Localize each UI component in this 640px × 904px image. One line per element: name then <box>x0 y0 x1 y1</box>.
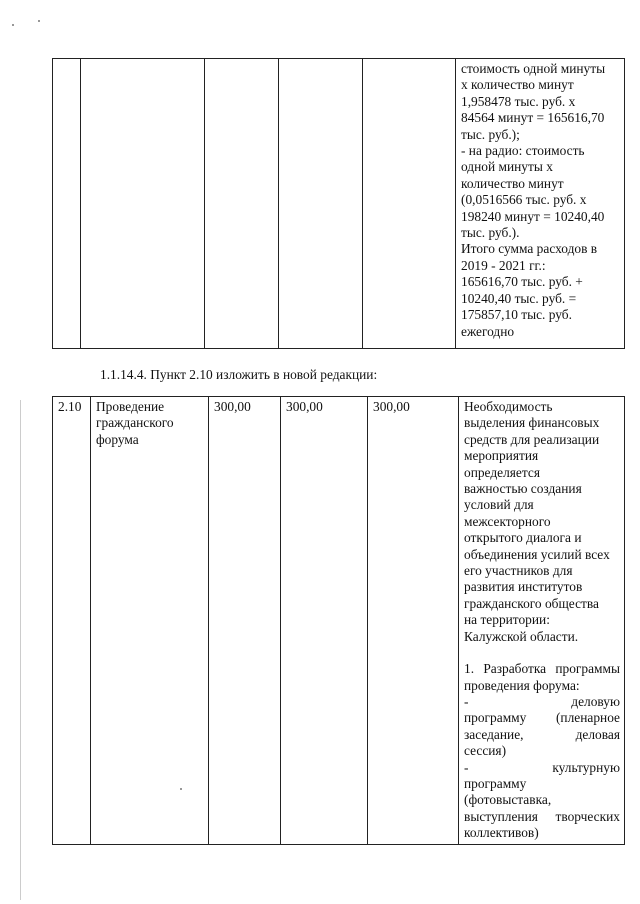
program-line: сессия) <box>464 743 507 759</box>
description-line: тыс. руб.); <box>461 126 520 142</box>
description-line: 1,958478 тыс. руб. х <box>461 93 576 109</box>
description-line: 2019 - 2021 гг.: <box>461 257 546 273</box>
justification-line: условий для <box>464 497 534 513</box>
table-continuation <box>52 58 625 349</box>
program-line: программу <box>464 775 527 791</box>
justification-line: гражданского общества <box>464 595 599 611</box>
description-line: тыс. руб.). <box>461 225 520 241</box>
program-line: (фотовыставка, <box>464 792 552 808</box>
justification-line: объединения усилий всех <box>464 546 610 562</box>
description-line: ежегодно <box>461 323 515 339</box>
program-line: выступления творческих <box>464 808 620 824</box>
justification-line: его участников для <box>464 563 573 579</box>
item-value-3: 300,00 <box>373 399 410 414</box>
description-line: 198240 минут = 10240,40 <box>461 208 605 224</box>
scan-margin-line <box>20 400 21 900</box>
blank-line <box>464 645 620 661</box>
program-line: 1. Разработка программы <box>464 661 620 677</box>
item-name-line: Проведение <box>96 399 165 414</box>
scan-speck <box>12 24 14 26</box>
cell-name <box>81 59 205 349</box>
justification-line: мероприятия <box>464 448 539 464</box>
program-line: коллективов) <box>464 825 539 841</box>
cell-value-1 <box>209 397 281 845</box>
item-number: 2.10 <box>58 399 82 414</box>
description-line: 165616,70 тыс. руб. + <box>461 274 583 290</box>
cell-value-2 <box>281 397 368 845</box>
description-line: стоимость одной минуты <box>461 61 606 76</box>
scan-speck <box>38 20 40 22</box>
description-line: количество минут <box>461 175 564 191</box>
justification-line: средств для реализации <box>464 431 600 447</box>
program-line: заседание, деловая <box>464 726 620 742</box>
cell-name <box>91 397 209 845</box>
justification-line: открытого диалога и <box>464 530 582 546</box>
description-line: х количество минут <box>461 77 574 93</box>
description-line: 10240,40 тыс. руб. = <box>461 290 577 306</box>
cell-description <box>456 59 625 349</box>
cell-value-3 <box>368 397 459 845</box>
description-line: Итого сумма расходов в <box>461 241 598 257</box>
description-line: 175857,10 тыс. руб. <box>461 307 572 323</box>
item-value-2: 300,00 <box>286 399 323 414</box>
justification-line: Необходимость <box>464 399 553 414</box>
justification-line: важностью создания <box>464 481 582 497</box>
cell-number <box>53 59 81 349</box>
cell-value-3 <box>363 59 456 349</box>
justification-line: на территории: <box>464 612 550 628</box>
program-line: - культурную <box>464 759 620 775</box>
description-line: (0,0516566 тыс. руб. х <box>461 192 587 208</box>
cell-value-2 <box>279 59 363 349</box>
cell-number <box>53 397 91 845</box>
description-line: - на радио: стоимость <box>461 143 585 159</box>
amendment-paragraph: 1.1.14.4. Пункт 2.10 изложить в новой редакции: <box>100 367 378 382</box>
justification-line: выделения финансовых <box>464 415 600 431</box>
cell-value-1 <box>205 59 279 349</box>
program-line: программу (пленарное <box>464 710 620 726</box>
program-line: - деловую <box>464 693 620 709</box>
description-line: 84564 минут = 165616,70 <box>461 110 605 126</box>
item-name-line: гражданского <box>96 415 174 431</box>
description-line: одной минуты х <box>461 159 553 175</box>
table-row <box>53 59 625 349</box>
table-item-2-10 <box>52 396 625 845</box>
justification-line: определяется <box>464 464 540 480</box>
justification-line: Калужской области. <box>464 628 579 644</box>
program-line: проведения форума: <box>464 677 580 693</box>
item-name-line: форума <box>96 431 139 447</box>
justification-line: развития институтов <box>464 579 583 595</box>
table-row <box>53 397 625 845</box>
cell-justification <box>459 397 625 845</box>
item-value-1: 300,00 <box>214 399 251 414</box>
justification-line: межсекторного <box>464 513 551 529</box>
